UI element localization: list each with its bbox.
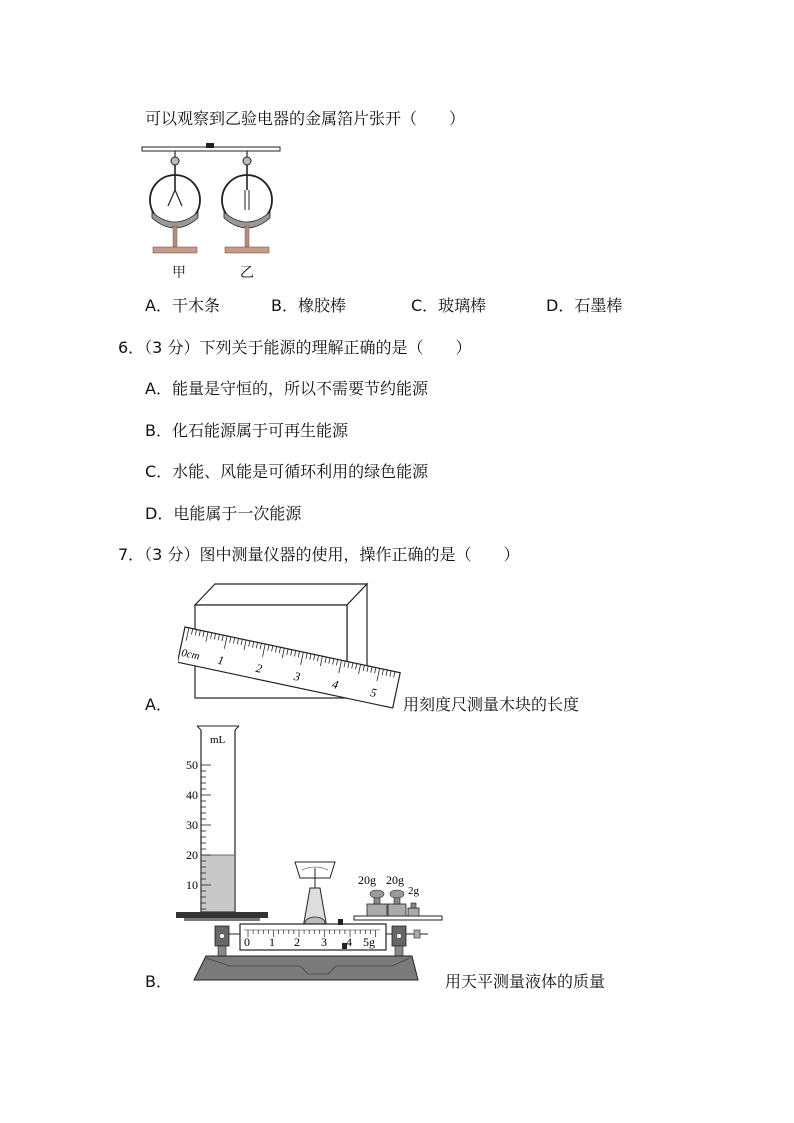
- q6-stem: 6．（3 分）下列关于能源的理解正确的是（ ）: [118, 338, 472, 357]
- q6-option-b[interactable]: B．化石能源属于可再生能源: [145, 421, 348, 440]
- q6-option-c[interactable]: C．水能、风能是可循环利用的绿色能源: [145, 462, 429, 481]
- cylinder-tick-label: 50: [186, 758, 198, 772]
- electroscope-yi: [222, 151, 272, 253]
- weight-20g-a: [367, 890, 387, 916]
- balance-figure: [170, 718, 445, 988]
- ruler-tick-label: 5: [369, 685, 378, 701]
- q7-option-b-caption: 用天平测量液体的质量: [445, 972, 606, 991]
- beam-tick-label: 3: [321, 935, 327, 949]
- q5-option-c[interactable]: C．玻璃棒: [411, 296, 487, 315]
- q5-stem: 可以观察到乙验电器的金属箔片张开（ ）: [145, 109, 466, 128]
- q5-option-a[interactable]: A．干木条: [145, 296, 220, 315]
- weight-label: 20g: [386, 873, 404, 887]
- right-pan: [354, 916, 442, 920]
- beam-tick-label: 0: [244, 935, 250, 949]
- beam-tick-label: 5g: [363, 935, 375, 949]
- rod-clip: [206, 143, 214, 148]
- electroscope-jia: [150, 151, 200, 253]
- ruler-tick-label: 4: [330, 677, 340, 692]
- q7-option-a-caption: 用刻度尺测量木块的长度: [403, 695, 580, 714]
- q6-option-d[interactable]: D．电能属于一次能源: [145, 504, 302, 523]
- weight-2g: [408, 903, 419, 916]
- weight-20g-b: [388, 890, 406, 916]
- q5-option-d[interactable]: D．石墨棒: [546, 296, 623, 315]
- left-pan: [176, 912, 268, 918]
- cylinder-tick-label: 30: [186, 818, 198, 832]
- weight-label: 20g: [358, 873, 376, 887]
- ruler-figure: [178, 580, 408, 710]
- beam-tick-label: 4: [346, 935, 352, 949]
- beam-tick-label: 1: [269, 935, 275, 949]
- cylinder-tick-label: 10: [186, 878, 198, 892]
- rider: [338, 919, 343, 925]
- q6-option-a[interactable]: A．能量是守恒的，所以不需要节约能源: [145, 379, 428, 398]
- ruler-tick-label: 2: [254, 660, 264, 676]
- weight-label: 2g: [408, 885, 419, 897]
- cylinder-unit-label: mL: [210, 734, 226, 746]
- wood-block: [195, 584, 367, 605]
- ruler-unit-label: 0cm: [180, 646, 201, 663]
- cylinder-tick-label: 20: [186, 848, 198, 862]
- ruler-tick-label: 1: [216, 652, 226, 668]
- liquid: [202, 855, 234, 911]
- q7-option-b-letter[interactable]: B．: [145, 972, 172, 991]
- left-balance-nut: [215, 926, 240, 956]
- balance-pointer: [295, 862, 335, 929]
- graduated-cylinder: [186, 726, 239, 915]
- q7-stem: 7．（3 分）图中测量仪器的使用，操作正确的是（ ）: [118, 545, 520, 564]
- ruler-tick-label: 3: [292, 668, 302, 684]
- q7-option-a-letter[interactable]: A．: [145, 695, 172, 714]
- q5-option-b[interactable]: B．橡胶棒: [271, 296, 346, 315]
- q5-options: [145, 293, 645, 317]
- beam-tick-label: 2: [294, 935, 300, 949]
- balance-base: [194, 956, 418, 980]
- electroscope-label-jia: 甲: [172, 265, 186, 281]
- cylinder-tick-label: 40: [186, 788, 198, 802]
- right-balance-nut: [386, 926, 428, 956]
- electroscope-label-yi: 乙: [240, 265, 254, 281]
- electroscope-figure: [138, 140, 288, 285]
